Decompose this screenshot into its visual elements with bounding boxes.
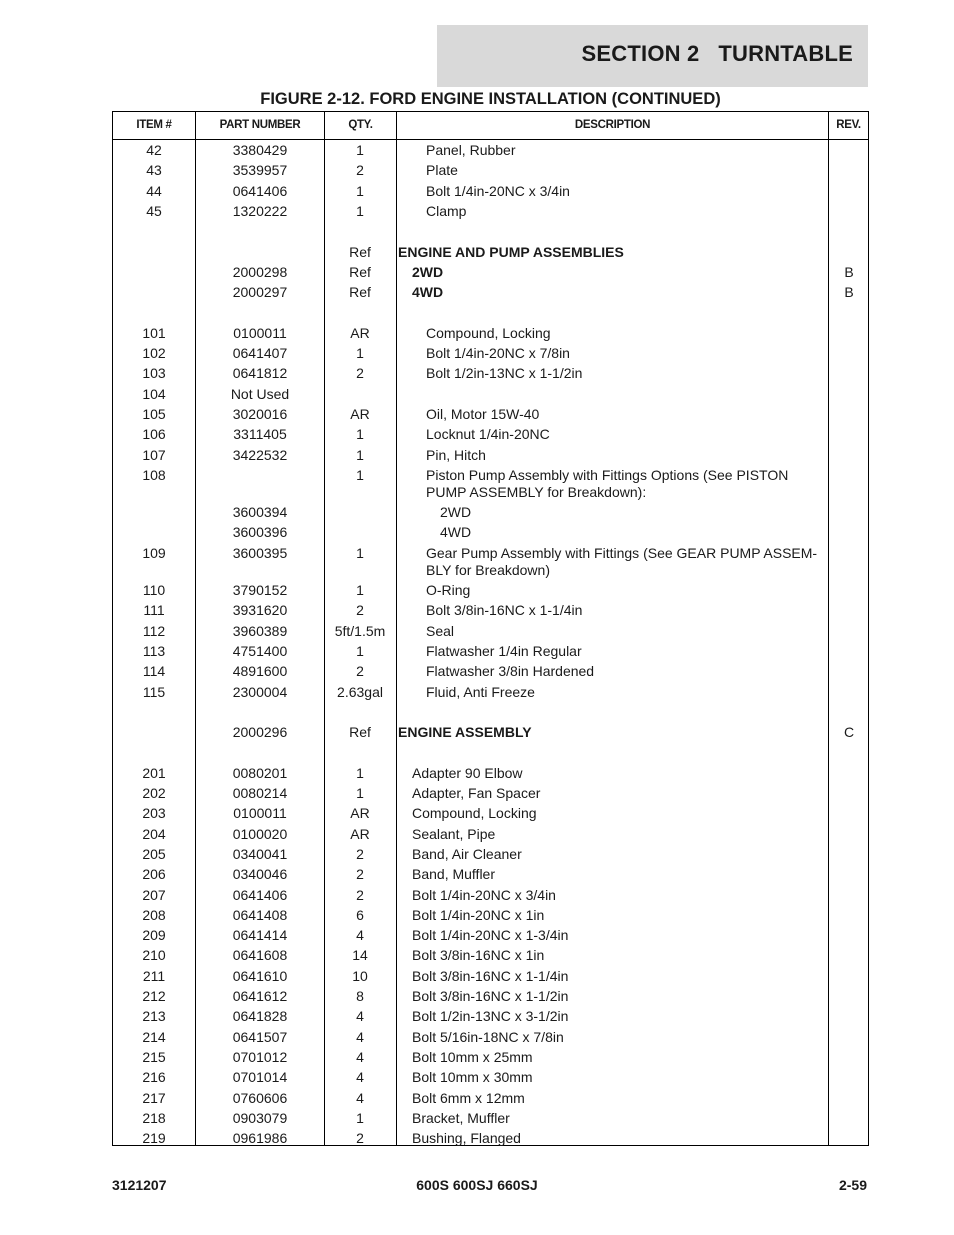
part-number: 0080201 [232, 764, 288, 781]
quantity: 10 [352, 967, 368, 984]
footer-model-names: 600S 600SJ 660SJ [416, 1177, 538, 1193]
part-number: 2000297 [232, 284, 288, 301]
quantity: 2 [356, 365, 364, 382]
description: Piston Pump Assembly with Fittings Options (See PISTON [426, 466, 789, 483]
description: Bolt 3/8in-16NC x 1in [412, 947, 545, 964]
part-number: 3600396 [232, 524, 288, 541]
description: Pin, Hitch [426, 446, 486, 463]
column-divider [396, 112, 397, 1145]
quantity: 1 [356, 182, 364, 199]
item-number: 107 [142, 446, 166, 463]
description: Bolt 1/4in-20NC x 3/4in [426, 182, 570, 199]
item-number: 219 [142, 1130, 166, 1147]
item-number: 206 [142, 866, 166, 883]
quantity: 1 [356, 544, 364, 561]
part-number: 3600394 [232, 504, 288, 521]
column-header-rev: REV. [836, 119, 861, 131]
part-number: 0340046 [232, 866, 288, 883]
part-number: 0641414 [232, 927, 288, 944]
description: Band, Muffler [412, 866, 496, 883]
description: Panel, Rubber [426, 142, 516, 158]
part-number: 3380429 [232, 142, 288, 158]
description: Bolt 3/8in-16NC x 1-1/4in [426, 602, 583, 619]
part-number: 0903079 [232, 1109, 288, 1126]
part-number: 0641612 [232, 988, 288, 1004]
part-number: 0701014 [232, 1069, 288, 1086]
part-number: 2300004 [232, 683, 288, 700]
part-number: 0641406 [232, 886, 288, 903]
description: Sealant, Pipe [412, 825, 496, 842]
item-number: 110 [142, 582, 166, 598]
quantity: 1 [356, 642, 364, 659]
parts-table [112, 111, 869, 1146]
part-number: 3931620 [232, 602, 288, 619]
item-number: 204 [142, 825, 166, 842]
part-number: 0100011 [233, 805, 287, 822]
section-banner [437, 25, 868, 87]
part-number: 3790152 [232, 582, 288, 598]
description: Bolt 3/8in-16NC x 1-1/4in [412, 967, 569, 984]
table-header [113, 112, 868, 140]
part-number: 4751400 [232, 642, 288, 659]
footer-page-number: 2-59 [838, 1177, 867, 1193]
quantity: 1 [356, 785, 364, 801]
description: Seal [426, 622, 455, 639]
part-number: 0641812 [232, 365, 288, 382]
quantity: Ref [349, 243, 371, 260]
item-number: 102 [142, 345, 166, 361]
part-number: 0080214 [232, 785, 288, 801]
part-number: 0961986 [232, 1130, 288, 1147]
quantity: 6 [356, 906, 364, 923]
description: ENGINE AND PUMP ASSEMBLIES [398, 243, 624, 260]
quantity: 1 [356, 764, 364, 781]
description: Bolt 6mm x 12mm [412, 1089, 525, 1106]
part-number: 2000298 [232, 263, 288, 280]
part-number: 3960389 [232, 622, 288, 639]
item-number: 201 [142, 764, 166, 781]
revision: B [844, 263, 854, 280]
quantity: 1 [356, 202, 364, 219]
description: 4WD [412, 284, 444, 301]
item-number: 217 [142, 1089, 166, 1106]
description: Bolt 1/4in-20NC x 1in [412, 906, 545, 923]
quantity: Ref [349, 284, 371, 301]
description: O-Ring [426, 582, 471, 598]
part-number: 3600395 [232, 544, 288, 561]
description: Flatwasher 1/4in Regular [426, 642, 582, 659]
part-number: 0641408 [232, 906, 288, 923]
quantity: 2 [356, 602, 364, 619]
quantity: 1 [356, 446, 364, 463]
part-number: 0641407 [232, 345, 288, 361]
column-header-description: DESCRIPTION [574, 119, 651, 131]
item-number: 104 [142, 385, 166, 402]
part-number: 0641507 [232, 1028, 288, 1045]
quantity: Ref [349, 263, 371, 280]
description: Bolt 1/2in-13NC x 3-1/2in [412, 1008, 569, 1025]
description: Bolt 1/4in-20NC x 3/4in [412, 886, 556, 903]
quantity: 4 [356, 1008, 364, 1025]
description: Clamp [426, 202, 467, 219]
item-number: 103 [142, 365, 166, 382]
item-number: 42 [146, 142, 162, 158]
quantity: 1 [356, 426, 364, 443]
description: Bolt 1/4in-20NC x 1-3/4in [412, 927, 569, 944]
item-number: 208 [142, 906, 166, 923]
description: Bolt 10mm x 30mm [412, 1069, 533, 1086]
description: Fluid, Anti Freeze [426, 683, 535, 700]
description: Oil, Motor 15W-40 [426, 405, 540, 422]
column-header-item: ITEM # [136, 119, 172, 131]
item-number: 212 [142, 988, 166, 1004]
description: Gear Pump Assembly with Fittings (See GEAR PUMP ASSEM- [426, 544, 818, 561]
description: Compound, Locking [426, 324, 551, 341]
description: Bolt 10mm x 25mm [412, 1048, 533, 1065]
part-number: 0701012 [232, 1048, 288, 1065]
part-number: 0641406 [232, 182, 288, 199]
item-number: 213 [142, 1008, 166, 1025]
item-number: 45 [146, 202, 162, 219]
quantity: 14 [352, 947, 368, 964]
quantity: 2 [356, 1130, 364, 1147]
description-continued: BLY for Breakdown) [426, 561, 550, 578]
quantity: AR [350, 405, 370, 422]
description: Bolt 1/2in-13NC x 1-1/2in [426, 365, 583, 382]
part-number: Not Used [230, 385, 290, 402]
item-number: 216 [142, 1069, 166, 1086]
item-number: 205 [142, 845, 166, 862]
description: Bracket, Muffler [412, 1109, 510, 1126]
part-number: 0760606 [232, 1089, 288, 1106]
description: 2WD [440, 504, 472, 521]
item-number: 114 [142, 663, 166, 680]
quantity: 5ft/1.5m [334, 622, 386, 639]
description-continued: PUMP ASSEMBLY for Breakdown): [426, 483, 647, 500]
part-number: 0100020 [232, 825, 288, 842]
revision: B [844, 284, 854, 301]
item-number: 203 [142, 805, 166, 822]
item-number: 108 [142, 466, 166, 483]
description: Flatwasher 3/8in Hardened [426, 663, 595, 680]
part-number: 1320222 [232, 202, 288, 219]
item-number: 101 [142, 324, 166, 341]
description: Compound, Locking [412, 805, 537, 822]
quantity: 4 [356, 1048, 364, 1065]
quantity: 2 [356, 845, 364, 862]
part-number: 0641828 [232, 1008, 288, 1025]
item-number: 209 [142, 927, 166, 944]
quantity: 4 [356, 1089, 364, 1106]
item-number: 111 [143, 602, 165, 619]
description: Bolt 3/8in-16NC x 1-1/2in [412, 988, 569, 1004]
quantity: 2 [356, 866, 364, 883]
item-number: 113 [142, 642, 166, 659]
quantity: AR [350, 805, 370, 822]
part-number: 0641610 [232, 967, 288, 984]
item-number: 44 [146, 182, 162, 199]
quantity: 2 [356, 663, 364, 680]
description: Bolt 1/4in-20NC x 7/8in [426, 345, 570, 361]
item-number: 109 [142, 544, 166, 561]
footer-publication-number: 3121207 [112, 1177, 167, 1193]
item-number: 105 [142, 405, 166, 422]
description: ENGINE ASSEMBLY [398, 724, 532, 741]
quantity: 4 [356, 927, 364, 944]
item-number: 215 [142, 1048, 166, 1065]
item-number: 202 [142, 785, 166, 801]
description: Bolt 5/16in-18NC x 7/8in [412, 1028, 564, 1045]
item-number: 43 [146, 162, 162, 179]
description: 4WD [440, 524, 472, 541]
part-number: 3311405 [233, 426, 287, 443]
item-number: 115 [142, 683, 166, 700]
column-header-qty: QTY. [348, 119, 373, 131]
quantity: 1 [356, 466, 364, 483]
description: 2WD [412, 263, 444, 280]
description: Band, Air Cleaner [412, 845, 522, 862]
part-number: 3020016 [232, 405, 288, 422]
part-number: 3422532 [232, 446, 288, 463]
item-number: 218 [142, 1109, 166, 1126]
part-number: 0641608 [232, 947, 288, 964]
quantity: 1 [356, 142, 364, 158]
description: Adapter, Fan Spacer [412, 785, 541, 801]
part-number: 4891600 [232, 663, 288, 680]
description: Plate [426, 162, 458, 179]
part-number: 0340041 [232, 845, 288, 862]
quantity: 1 [356, 582, 364, 598]
quantity: 8 [356, 988, 364, 1004]
part-number: 0100011 [233, 324, 287, 341]
item-number: 214 [142, 1028, 166, 1045]
quantity: AR [350, 324, 370, 341]
quantity: 2.63gal [337, 683, 383, 700]
section-title: SECTION 2 TURNTABLE [581, 41, 853, 66]
part-number: 2000296 [232, 724, 288, 741]
item-number: 112 [142, 622, 166, 639]
item-number: 207 [142, 886, 166, 903]
column-header-part-number: PART NUMBER [219, 119, 301, 131]
description: Locknut 1/4in-20NC [426, 426, 550, 443]
quantity: 1 [356, 1109, 364, 1126]
revision: C [843, 724, 855, 741]
quantity: 4 [356, 1069, 364, 1086]
description: Bushing, Flanged [412, 1130, 521, 1147]
part-number: 3539957 [232, 162, 288, 179]
item-number: 210 [142, 947, 166, 964]
quantity: 1 [356, 345, 364, 361]
quantity: Ref [349, 724, 371, 741]
quantity: AR [350, 825, 370, 842]
description: Adapter 90 Elbow [412, 764, 523, 781]
quantity: 2 [356, 886, 364, 903]
item-number: 211 [142, 967, 166, 984]
figure-title: FIGURE 2-12. FORD ENGINE INSTALLATION (CONTINUED) [260, 90, 721, 108]
item-number: 106 [142, 426, 166, 443]
quantity: 2 [356, 162, 364, 179]
quantity: 4 [356, 1028, 364, 1045]
